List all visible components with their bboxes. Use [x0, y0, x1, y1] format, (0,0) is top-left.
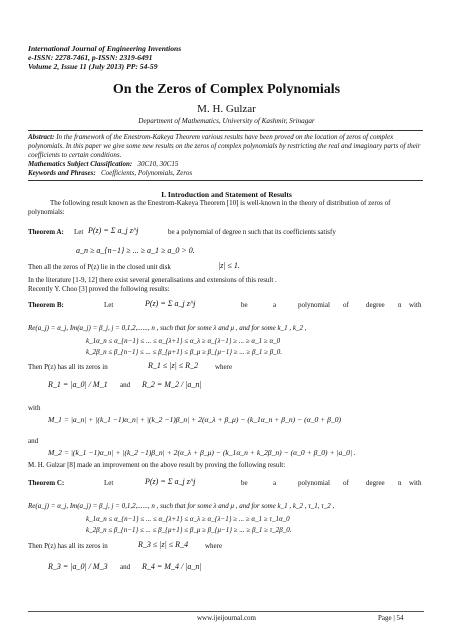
paper-author: M. H. Gulzar [197, 103, 256, 115]
msc-label: Mathematics Subject Classification: [28, 160, 133, 168]
keywords-label: Keywords and Phrases: [28, 169, 96, 177]
journal-header [28, 44, 181, 71]
journal-volume: Volume 2, Issue 11 (July 2013) PP: 54-59 [28, 62, 158, 71]
theorem-b-polynomial: P(z) = Σ a_j z^j [145, 299, 196, 308]
theorem-c-word-let: Let [104, 479, 114, 487]
section-heading: I. Introduction and Statement of Results [161, 190, 292, 199]
msc-line [28, 160, 423, 169]
theorem-c-word-n: n [398, 479, 402, 487]
theorem-b-with: with [28, 404, 41, 412]
footer-rule [28, 611, 424, 612]
theorem-b-word-of: of [343, 301, 349, 309]
theorem-b-then: Then P(z) has all its zeros in [28, 363, 108, 371]
literature-line-1: In the literature [1-9, 12] there exist several generalisations and extensions of this result . [28, 276, 277, 284]
theorem-c-ineq-alpha: k_1α_n ≤ α_{n−1} ≤ ... ≤ α_{λ+1} ≤ α_λ ≥ α_{λ−1} ≥ ... ≥ α_1 ≥ τ_1α_0 [86, 515, 290, 523]
theorem-a-then: Then all the zeros of P(z) lie in the closed unit disk [28, 263, 171, 271]
theorem-b-word-polynomial: polynomial [298, 301, 330, 309]
theorem-c-word-a: a [273, 479, 277, 487]
theorem-b-and-2: and [28, 437, 39, 445]
theorem-b-ineq-beta: k_2β_n ≤ β_{n−1} ≤ ... ≤ β_{μ+1} ≤ β_μ ≥ β_{μ−1} ≥ ... ≥ β_1 ≥ β_0. [86, 348, 283, 356]
keywords-value: Coefficients, Polynomials, Zeros [100, 169, 193, 177]
intro-paragraph: The following result known as the Enestrom-Kakeya Theorem [10] is well-known in the theory of distribution of zeros of polynomials: [28, 199, 391, 216]
keywords-line [28, 169, 423, 178]
theorem-c-r3: R_3 = |a_0| / M_3 [48, 562, 108, 571]
theorem-c-where: where [205, 542, 223, 550]
theorem-b-word-let: Let [104, 301, 114, 309]
theorem-a-polynomial: P(z) = Σ a_j z^j [88, 226, 139, 235]
theorem-b-m2: M_2 = |(k_1 −1)α_n| + |(k_2 −1)β_n| + 2(α_λ + β_μ) − (k_1α_n + k_2β_n) − (α_0 + β_0) + |a_0| . [48, 448, 356, 457]
gulzar-improvement: M. H. Gulzar [8] made an improvement on the above result by proving the following result: [28, 461, 286, 469]
paper-title: On the Zeros of Complex Polynomials [112, 82, 341, 97]
footer-page-number: Page | 54 [378, 614, 404, 622]
theorem-c-ineq-beta: k_2β_n ≤ β_{n−1} ≤ ... ≤ β_{μ+1} ≤ β_μ ≥ β_{μ−1} ≥ ... ≥ β_1 ≥ τ_2β_0. [86, 526, 292, 534]
literature-line-2: Recently Y. Choo [3] proved the following results: [28, 285, 170, 293]
theorem-c-then: Then P(z) has all its zeros in [28, 542, 108, 550]
theorem-b-r2: R_2 = M_2 / |a_n| [142, 380, 202, 389]
theorem-a-condition: be a polynomial of degree n such that its coefficients satisfy [168, 228, 336, 236]
theorem-b-word-n: n [398, 301, 402, 309]
theorem-c-word-polynomial: polynomial [298, 479, 330, 487]
theorem-c-ring: R_3 ≤ |z| ≤ R_4 [138, 540, 189, 549]
theorem-b-m1: M_1 = |a_n| + |(k_1 −1)α_n| + |(k_2 −1)β_n| + 2(α_λ + β_μ) − (k_1α_n + β_n) − (α_0 + β_0) [48, 415, 342, 424]
abstract-text [28, 133, 423, 160]
journal-issn: e-ISSN: 2278-7461, p-ISSN: 2319-6491 [28, 53, 153, 62]
theorem-b-where: where [215, 363, 233, 371]
theorem-a-label: Theorem A: [28, 228, 64, 236]
abstract-block [28, 130, 423, 181]
theorem-b-word-with: with [409, 301, 422, 309]
theorem-b-and: and [120, 381, 131, 389]
theorem-a-disk: |z| ≤ 1. [218, 261, 240, 270]
theorem-b-real-imag: Re(a_j) = α_j, Im(a_j) = β_j, j = 0,1,2,......, n , such that for some λ and μ , and for some k_1 , k_2 , [28, 324, 307, 332]
theorem-c-label: Theorem C: [28, 479, 65, 487]
abstract-label: Abstract: [28, 133, 55, 141]
theorem-c-word-of: of [343, 479, 349, 487]
theorem-c-word-be: be [241, 479, 248, 487]
paper-affiliation: Department of Mathematics, University of Kashmir, Srinagar [138, 117, 315, 125]
theorem-b-ineq-alpha: k_1α_n ≤ α_{n−1} ≤ ... ≤ α_{λ+1} ≤ α_λ ≥ α_{λ−1} ≥ ... ≥ α_1 ≥ α_0 [86, 337, 281, 345]
theorem-c-polynomial: P(z) = Σ a_j z^j [145, 477, 196, 486]
theorem-c-r4: R_4 = M_4 / |a_n| [142, 562, 202, 571]
theorem-c-and: and [120, 563, 131, 571]
abstract-body: In the framework of the Enestrom-Kakeya Theorem various results have been proved on the location of zeros of complex polynomials. In this paper we give some new results on the zeros of complex polynomials by restricting the real and imaginary parts of their coefficients to certain conditions. [28, 133, 421, 159]
theorem-c-real-imag: Re(a_j) = α_j, Im(a_j) = β_j, j = 0,1,2,......, n , such that for some λ and μ , and for some k_1 , k_2 , τ_1, τ_2 , [28, 502, 335, 510]
footer-url: www.ijeijournal.com [196, 614, 257, 622]
theorem-b-word-degree: degree [366, 301, 385, 309]
journal-name: International Journal of Engineering Inventions [28, 44, 182, 53]
msc-value: 30C10, 30C15 [137, 160, 179, 168]
theorem-b-ring: R_1 ≤ |z| ≤ R_2 [148, 361, 199, 370]
theorem-b-word-a: a [273, 301, 277, 309]
theorem-b-r1: R_1 = |a_0| / M_1 [48, 380, 108, 389]
theorem-c-word-degree: degree [366, 479, 385, 487]
theorem-a-inequality: a_n ≥ a_{n−1} ≥ ... ≥ a_1 ≥ a_0 > 0. [76, 246, 195, 255]
theorem-c-word-with: with [409, 479, 422, 487]
theorem-b-label: Theorem B: [28, 301, 64, 309]
theorem-b-word-be: be [241, 301, 248, 309]
theorem-a-let: Let [74, 228, 84, 236]
